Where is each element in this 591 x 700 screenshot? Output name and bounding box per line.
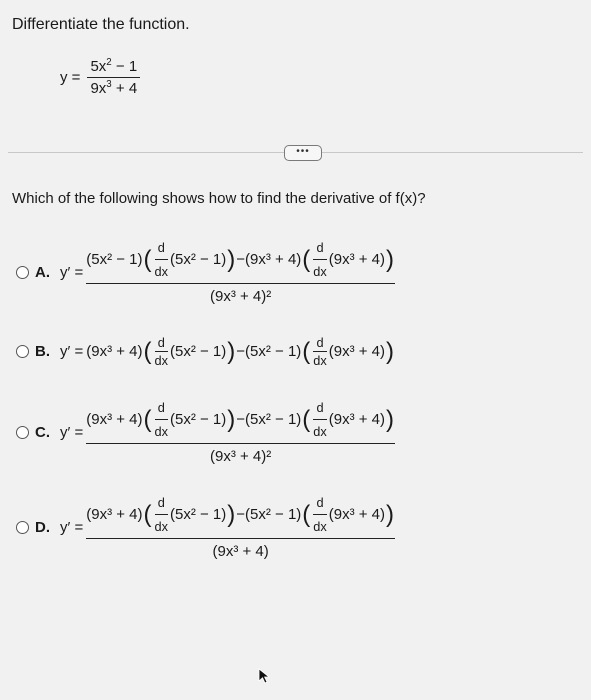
derivative-operator — [155, 240, 168, 279]
term-derivative-arg: (9x³ + 4) — [328, 411, 386, 428]
function-lhs: y = — [60, 69, 81, 86]
cursor-arrow-icon — [258, 668, 272, 684]
term-factor: (9x³ + 4) — [86, 343, 143, 360]
derivative-d: d — [157, 400, 165, 415]
paren-close: ) — [227, 405, 236, 433]
paren-open: ( — [302, 500, 311, 528]
derivative-operator — [313, 335, 326, 368]
function-equation — [60, 58, 143, 97]
derivative-operator — [155, 495, 168, 534]
term-derivative-arg: (5x² − 1) — [169, 411, 227, 428]
paren-open: ( — [302, 405, 311, 433]
option-yprime: y′ = — [60, 519, 84, 536]
function-numerator: $5x^2 - 1$ — [90, 57, 138, 75]
radio-button-icon[interactable] — [16, 266, 29, 279]
derivative-dx: dx — [313, 264, 327, 279]
option-a[interactable] — [16, 240, 395, 305]
paren-close: ) — [386, 245, 395, 273]
option-letter: A. — [35, 264, 50, 281]
derivative-dx: dx — [154, 353, 168, 368]
derivative-dx: dx — [154, 424, 168, 439]
term-derivative-arg: (5x² − 1) — [169, 343, 227, 360]
derivative-d: d — [316, 335, 324, 350]
derivative-d: d — [157, 495, 165, 510]
paren-close: ) — [386, 405, 395, 433]
option-yprime: y′ = — [60, 343, 84, 360]
derivative-d: d — [316, 240, 324, 255]
minus-sign: − — [236, 411, 246, 428]
term-factor: (5x² − 1) — [245, 411, 302, 428]
derivative-d: d — [316, 495, 324, 510]
option-letter: B. — [35, 343, 50, 360]
term-factor: (5x² − 1) — [86, 251, 143, 268]
term-factor: (5x² − 1) — [245, 343, 302, 360]
derivative-dx: dx — [313, 353, 327, 368]
paren-close: ) — [386, 500, 395, 528]
option-denominator: (9x³ + 4)² — [210, 288, 272, 305]
paren-close: ) — [227, 245, 236, 273]
paren-open: ( — [302, 337, 311, 365]
derivative-operator — [313, 400, 326, 439]
derivative-d: d — [157, 240, 165, 255]
option-expression — [86, 400, 395, 465]
paren-close: ) — [227, 337, 236, 365]
option-expression — [86, 495, 395, 560]
minus-sign: − — [236, 506, 246, 523]
paren-open: ( — [143, 405, 152, 433]
question-text: Which of the following shows how to find the derivative of f(x)? — [12, 190, 426, 207]
option-yprime: y′ = — [60, 264, 84, 281]
paren-close: ) — [227, 500, 236, 528]
option-letter: C. — [35, 424, 50, 441]
derivative-d: d — [157, 335, 165, 350]
derivative-dx: dx — [313, 519, 327, 534]
derivative-dx: dx — [154, 519, 168, 534]
function-fraction — [87, 58, 140, 97]
term-factor: (5x² − 1) — [245, 506, 302, 523]
derivative-dx: dx — [313, 424, 327, 439]
option-denominator: (9x³ + 4)² — [210, 448, 272, 465]
term-derivative-arg: (9x³ + 4) — [328, 506, 386, 523]
radio-button-icon[interactable] — [16, 521, 29, 534]
option-letter: D. — [35, 519, 50, 536]
term-derivative-arg: (5x² − 1) — [169, 506, 227, 523]
term-derivative-arg: (5x² − 1) — [169, 251, 227, 268]
paren-open: ( — [143, 500, 152, 528]
option-b[interactable] — [16, 335, 395, 368]
minus-sign: − — [236, 251, 246, 268]
expand-more-button[interactable]: ••• — [284, 145, 322, 161]
radio-button-icon[interactable] — [16, 426, 29, 439]
derivative-dx: dx — [154, 264, 168, 279]
option-yprime: y′ = — [60, 424, 84, 441]
derivative-operator — [155, 400, 168, 439]
minus-sign: − — [236, 343, 246, 360]
derivative-operator — [313, 495, 326, 534]
term-factor: (9x³ + 4) — [86, 411, 143, 428]
function-denominator: $9x^3 + 4$ — [90, 79, 138, 97]
option-expression — [86, 240, 395, 305]
paren-open: ( — [143, 337, 152, 365]
paren-open: ( — [302, 245, 311, 273]
derivative-operator — [313, 240, 326, 279]
prompt-title: Differentiate the function. — [12, 16, 190, 33]
term-derivative-arg: (9x³ + 4) — [328, 251, 386, 268]
paren-close: ) — [386, 337, 395, 365]
term-factor: (9x³ + 4) — [245, 251, 302, 268]
paren-open: ( — [143, 245, 152, 273]
term-derivative-arg: (9x³ + 4) — [328, 343, 386, 360]
radio-button-icon[interactable] — [16, 345, 29, 358]
option-expression — [86, 335, 395, 368]
option-denominator: (9x³ + 4) — [212, 543, 269, 560]
option-c[interactable] — [16, 400, 395, 465]
option-d[interactable] — [16, 495, 395, 560]
derivative-operator — [155, 335, 168, 368]
derivative-d: d — [316, 400, 324, 415]
term-factor: (9x³ + 4) — [86, 506, 143, 523]
